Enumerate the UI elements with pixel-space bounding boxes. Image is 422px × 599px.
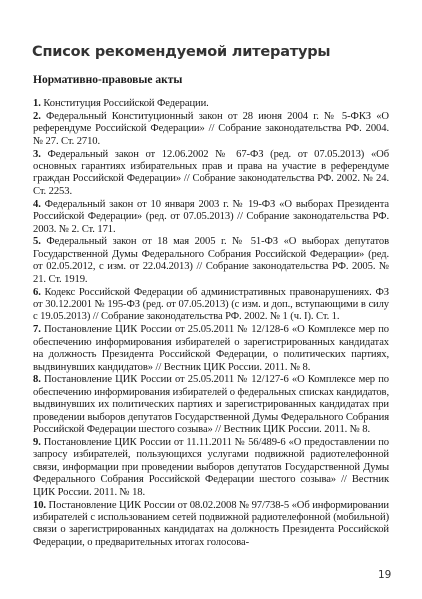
item-number: 8. [33, 374, 41, 386]
item-text: Постановление ЦИК России от 25.05.2011 № 12/128-6 «О Комплексе мер по обеспечению информирования избирателей о зарегистрированных кандидатах на должность Президента Российской Федерации, о политических партиях, выдвинувших кандидатов» // Вестник ЦИК России. 2011. № 8. [33, 324, 389, 373]
item-number: 9. [33, 436, 41, 448]
list-item [33, 437, 389, 499]
item-number: 6. [33, 286, 41, 298]
list-item [33, 199, 389, 236]
item-text: Федеральный закон от 18 мая 2005 г. № 51-ФЗ «О выборах депутатов Государственной Думы Федерального Собрания Российской Федерации» (ред. от 02.05.2012, с изм. от 22.04.2013) // Собрание законодательства РФ. 2005. № 21. Ст. 1919. [33, 236, 389, 285]
item-number: 7. [33, 324, 41, 336]
list-item [33, 236, 389, 286]
list-item [33, 98, 389, 110]
item-number: 4. [33, 198, 41, 210]
section-heading: Нормативно-правовые акты [33, 74, 183, 86]
list-item [33, 287, 389, 324]
item-number: 3. [33, 148, 41, 160]
item-number: 1. [33, 98, 41, 109]
page-title: Список рекомендуемой литературы [32, 44, 331, 60]
item-text: Постановление ЦИК России от 08.02.2008 № 97/738-5 «Об информировании избирателей с использованием сетей подвижной радиотелефонной (мобильной) связи о зарегистрированных кандидатах на должность Президента Российской Федерации, о предварительных итогах голосова- [33, 499, 389, 548]
item-text: Федеральный Конституционный закон от 28 июня 2004 г. № 5-ФКЗ «О референдуме Российской Федерации» // Собрание законодательства РФ. 2004. № 27. Ст. 2710. [33, 110, 389, 147]
item-text: Кодекс Российской Федерации об административных правонарушениях. ФЗ от 30.12.2001 № 195-ФЗ (ред. от 07.05.2013) (с изм. и доп., вступающими в силу с 19.05.2013) // Собрание законодательства РФ. 2002. № 1 (ч. I). Ст. 1. [33, 286, 389, 323]
item-number: 2. [33, 110, 41, 122]
item-number: 10. [33, 499, 46, 511]
list-item [33, 324, 389, 374]
list-item [33, 111, 389, 148]
list-item [33, 149, 389, 199]
reference-list [33, 98, 389, 550]
item-text: Федеральный закон от 10 января 2003 г. № 19-ФЗ «О выборах Президента Российской Федерации» (ред. от 07.05.2013) // Собрание законодательства РФ. 2003. № 2. Ст. 171. [33, 198, 389, 235]
item-text: Постановление ЦИК России от 25.05.2011 № 12/127-6 «О Комплексе мер по обеспечению информирования избирателей о федеральных списках кандидатов, выдвинувших их политических партиях и зарегистрированных кандидатах при проведении выборов депутатов Государственной Думы Федерального Собрания Российской Федерации шестого созыва» // Вестник ЦИК России. 2011. № 8. [33, 374, 389, 436]
item-text: Конституция Российской Федерации. [43, 98, 209, 109]
item-text: Постановление ЦИК России от 11.11.2011 № 56/489-6 «О предоставлении по запросу избирателей, пользующихся услугами подвижной радиотелефонной связи, информации при проведении выборов депутатов Государственной Думы Федерального Собрания Российской Федерации шестого созыва» // Вестник ЦИК России. 2011. № 18. [33, 436, 389, 498]
list-item [33, 500, 389, 550]
item-text: Федеральный закон от 12.06.2002 № 67-ФЗ (ред. от 07.05.2013) «Об основных гарантиях избирательных прав и права на участие в референдуме граждан Российской Федерации» // Собрание законодательства РФ. 2002. № 24. Ст. 2253. [33, 148, 389, 197]
list-item [33, 374, 389, 436]
item-number: 5. [33, 236, 41, 248]
page-number: 19 [378, 569, 392, 581]
